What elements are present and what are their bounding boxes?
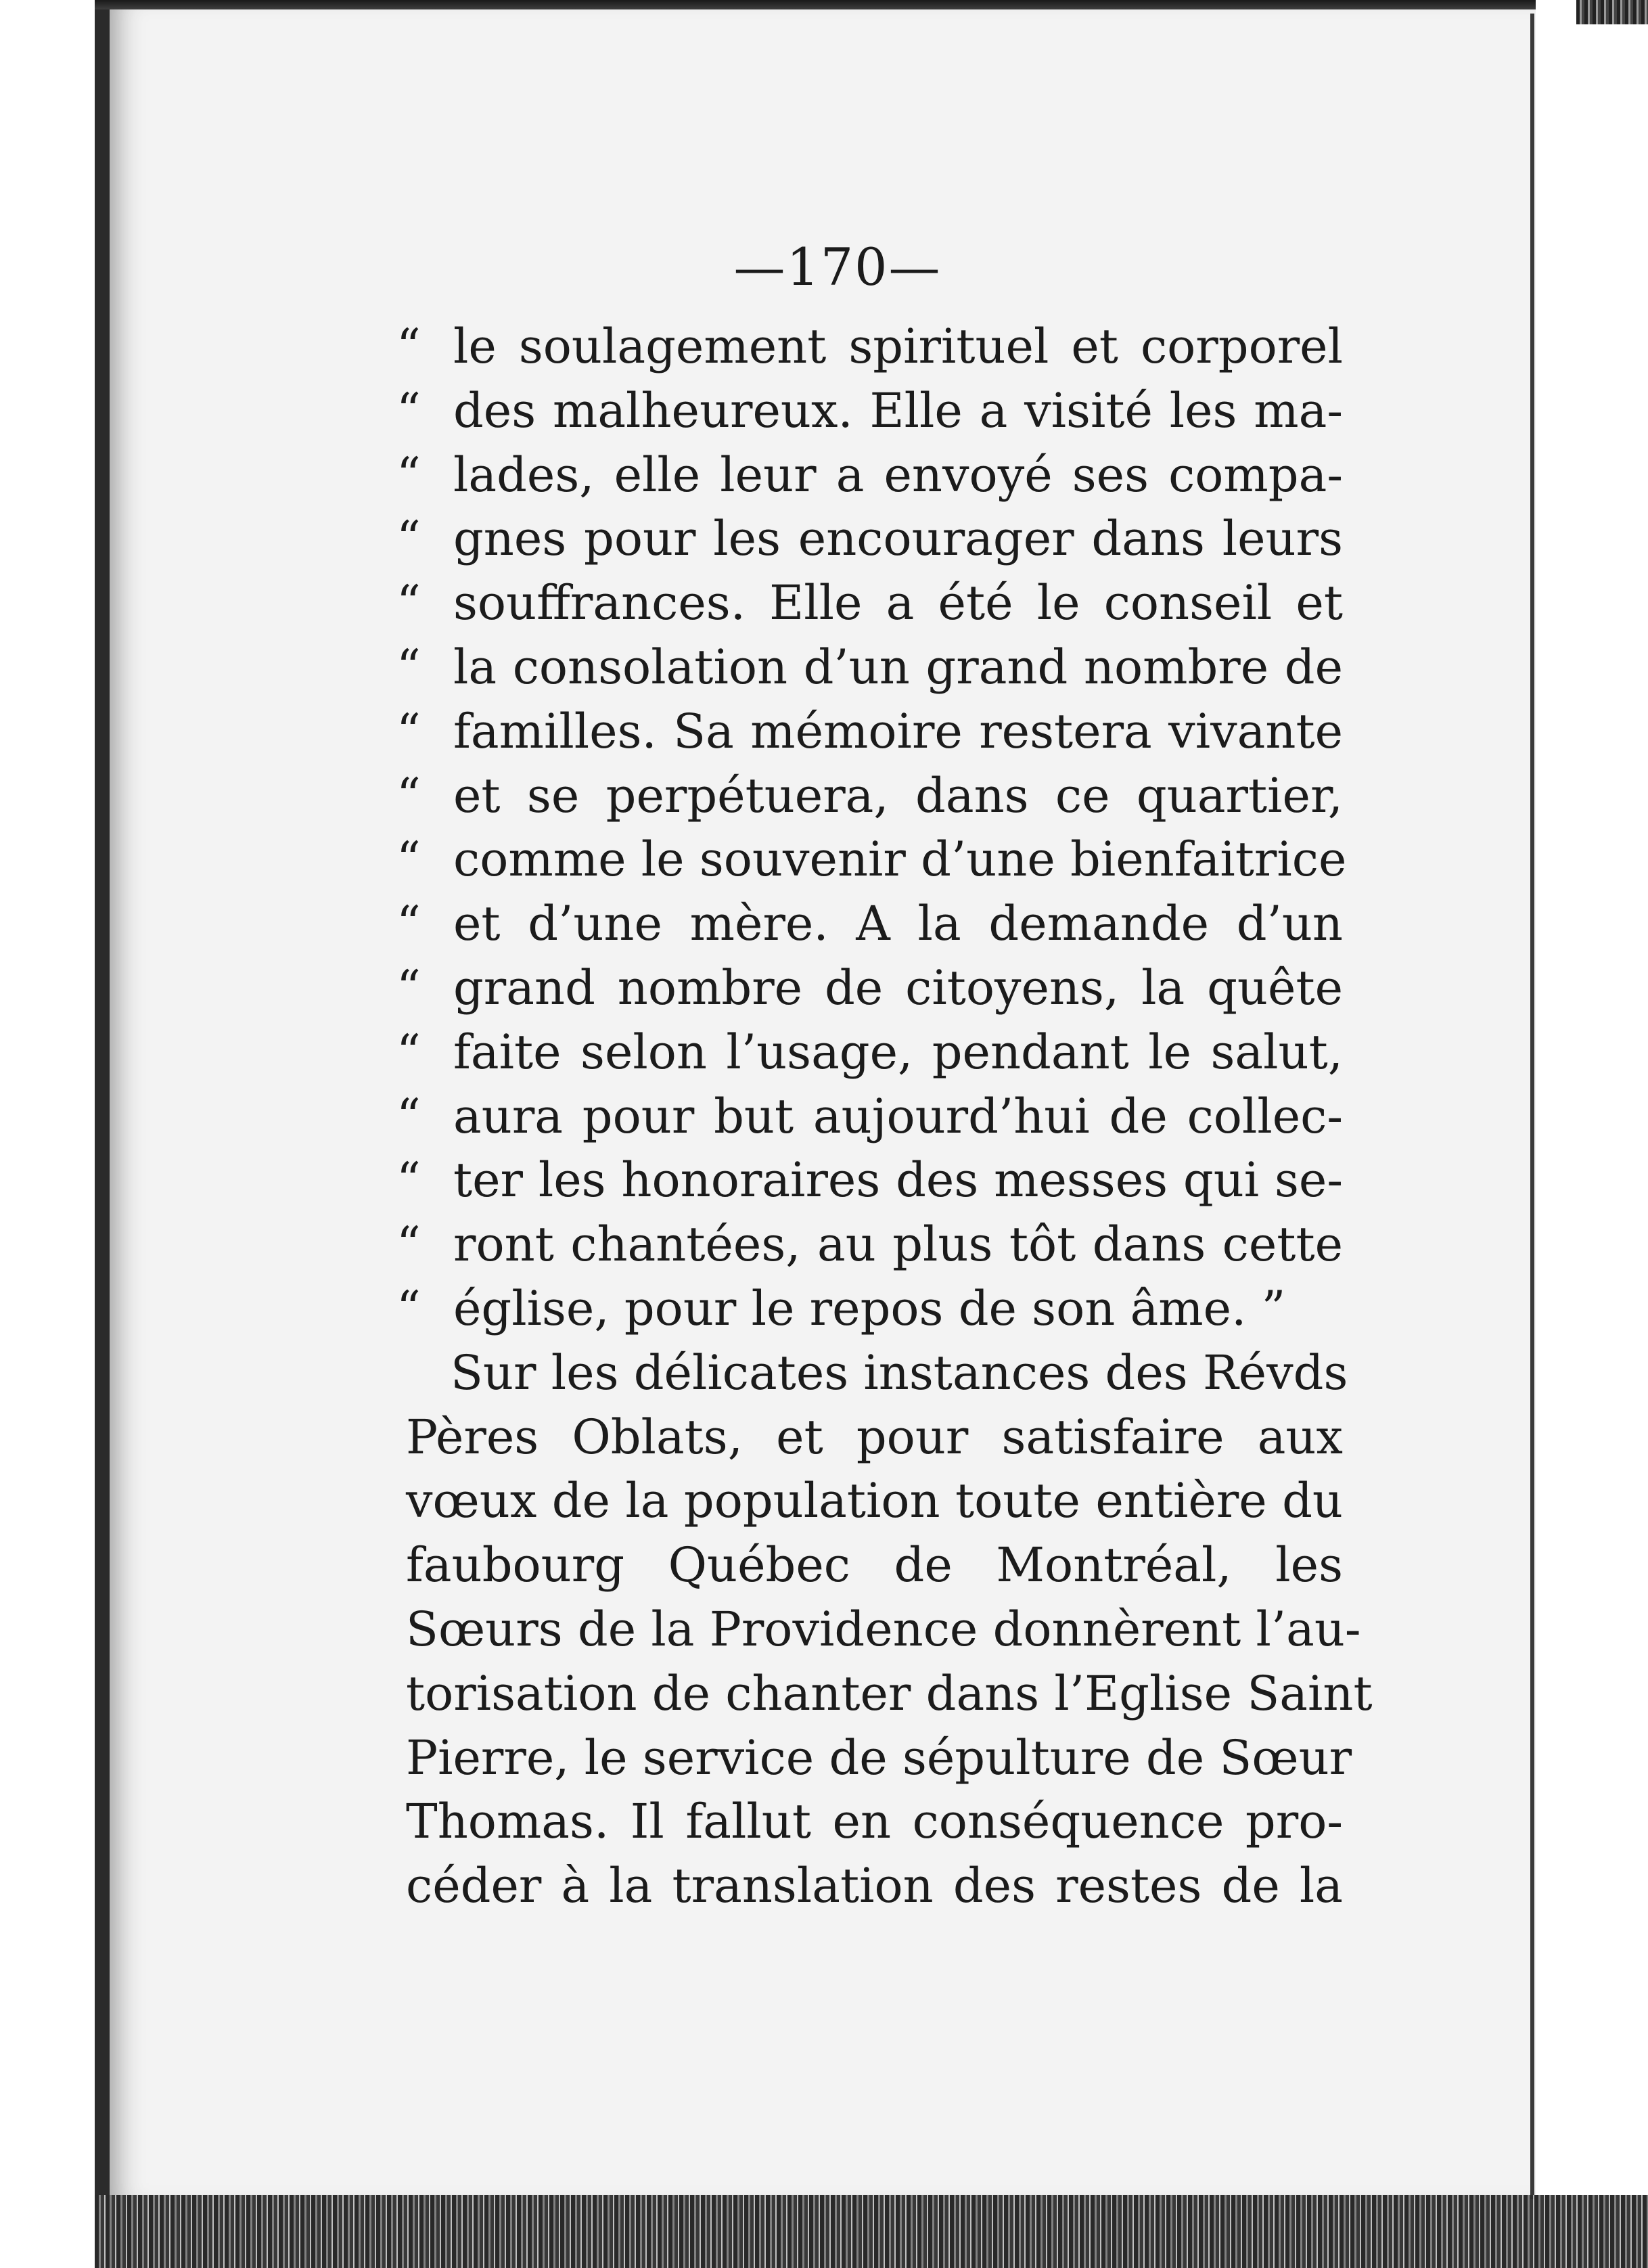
quoted-line-text: grand nombre de citoyens, la quête <box>453 959 1343 1016</box>
quoted-line-text: familles. Sa mémoire restera vivante <box>453 703 1343 759</box>
quoted-line <box>396 379 1343 443</box>
paragraph-line: torisation de chanter dans l’Eglise Saint <box>406 1665 1373 1721</box>
quote-mark: “ <box>396 959 421 1016</box>
quoted-line-text: ront chantées, au plus tôt dans cette <box>453 1217 1343 1273</box>
quoted-line-text: le soulagement spirituel et corporel <box>453 319 1343 374</box>
quoted-passage <box>396 315 1347 1341</box>
quote-mark: “ <box>396 1152 421 1208</box>
paragraph-line: céder à la translation des restes de la <box>406 1858 1343 1914</box>
scan-right-margin <box>1536 0 1648 2268</box>
quote-mark: “ <box>396 319 421 374</box>
paragraph-line: Sur les délicates instances des Révds <box>451 1344 1348 1401</box>
quoted-line-text: et se perpétuera, dans ce quartier, <box>453 767 1343 823</box>
quote-mark: “ <box>396 896 421 952</box>
quoted-line <box>396 1020 1343 1085</box>
quoted-line-text: souffrances. Elle a été le conseil et <box>453 575 1343 631</box>
quoted-line-text: la consolation d’un grand nombre de <box>453 639 1343 695</box>
paragraph <box>406 1341 1373 1918</box>
quoted-line-text: et d’une mère. A la demande d’un <box>453 896 1343 952</box>
quoted-line-text: lades, elle leur a envoyé ses compa- <box>453 447 1343 503</box>
quoted-line <box>396 507 1343 571</box>
quoted-line <box>396 443 1343 507</box>
quoted-line-text: église, pour le repos de son âme. ” <box>453 1280 1286 1336</box>
paragraph-line: Pères Oblats, et pour satisfaire aux <box>406 1409 1343 1465</box>
quote-mark: “ <box>396 639 421 695</box>
scan-left-margin <box>0 0 101 2268</box>
quoted-line-text: aura pour but aujourd’hui de collec- <box>453 1088 1343 1144</box>
quoted-line <box>396 315 1343 379</box>
scan-corner-noise <box>1576 0 1648 24</box>
quote-mark: “ <box>396 511 421 567</box>
paragraph-line: Pierre, le service de sépulture de Sœur <box>406 1729 1352 1786</box>
paragraph-line: Thomas. Il fallut en conséquence pro- <box>406 1794 1343 1850</box>
page-right-edge <box>1530 14 1534 2199</box>
quote-mark: “ <box>396 832 421 888</box>
quoted-line <box>396 956 1343 1020</box>
body-text <box>396 315 1373 1918</box>
quoted-line <box>396 764 1343 828</box>
quote-mark: “ <box>396 703 421 759</box>
quoted-line-text: ter les honoraires des messes qui se- <box>453 1152 1343 1208</box>
quoted-line <box>396 700 1343 764</box>
quoted-line <box>396 1277 1343 1341</box>
quote-mark: “ <box>396 1024 421 1080</box>
quoted-line-text: faite selon l’usage, pendant le salut, <box>453 1024 1343 1080</box>
quote-mark: “ <box>396 1280 421 1336</box>
quote-mark: “ <box>396 1217 421 1273</box>
quoted-line-text: gnes pour les encourager dans leurs <box>453 511 1343 567</box>
quote-mark: “ <box>396 1088 421 1144</box>
quote-mark: “ <box>396 447 421 503</box>
quoted-line <box>396 1085 1343 1149</box>
quoted-line <box>396 571 1343 635</box>
quote-mark: “ <box>396 575 421 631</box>
quoted-line <box>396 1148 1343 1212</box>
quoted-line-text: comme le souvenir d’une bienfaitrice <box>453 832 1347 888</box>
paragraph-line: Sœurs de la Providence donnèrent l’au- <box>406 1601 1361 1657</box>
quoted-line <box>396 827 1347 892</box>
quoted-line <box>396 892 1343 956</box>
quote-mark: “ <box>396 382 421 438</box>
quoted-line-text: des malheureux. Elle a visité les ma- <box>453 382 1343 438</box>
page-bottom-edge <box>95 2195 1648 2268</box>
paragraph-line: vœux de la population toute entière du <box>406 1473 1343 1529</box>
quote-mark: “ <box>396 767 421 823</box>
page-number: —170— <box>733 237 942 297</box>
quoted-line <box>396 635 1343 700</box>
paragraph-line: faubourg Québec de Montréal, les <box>406 1537 1343 1593</box>
quoted-line <box>396 1212 1343 1277</box>
